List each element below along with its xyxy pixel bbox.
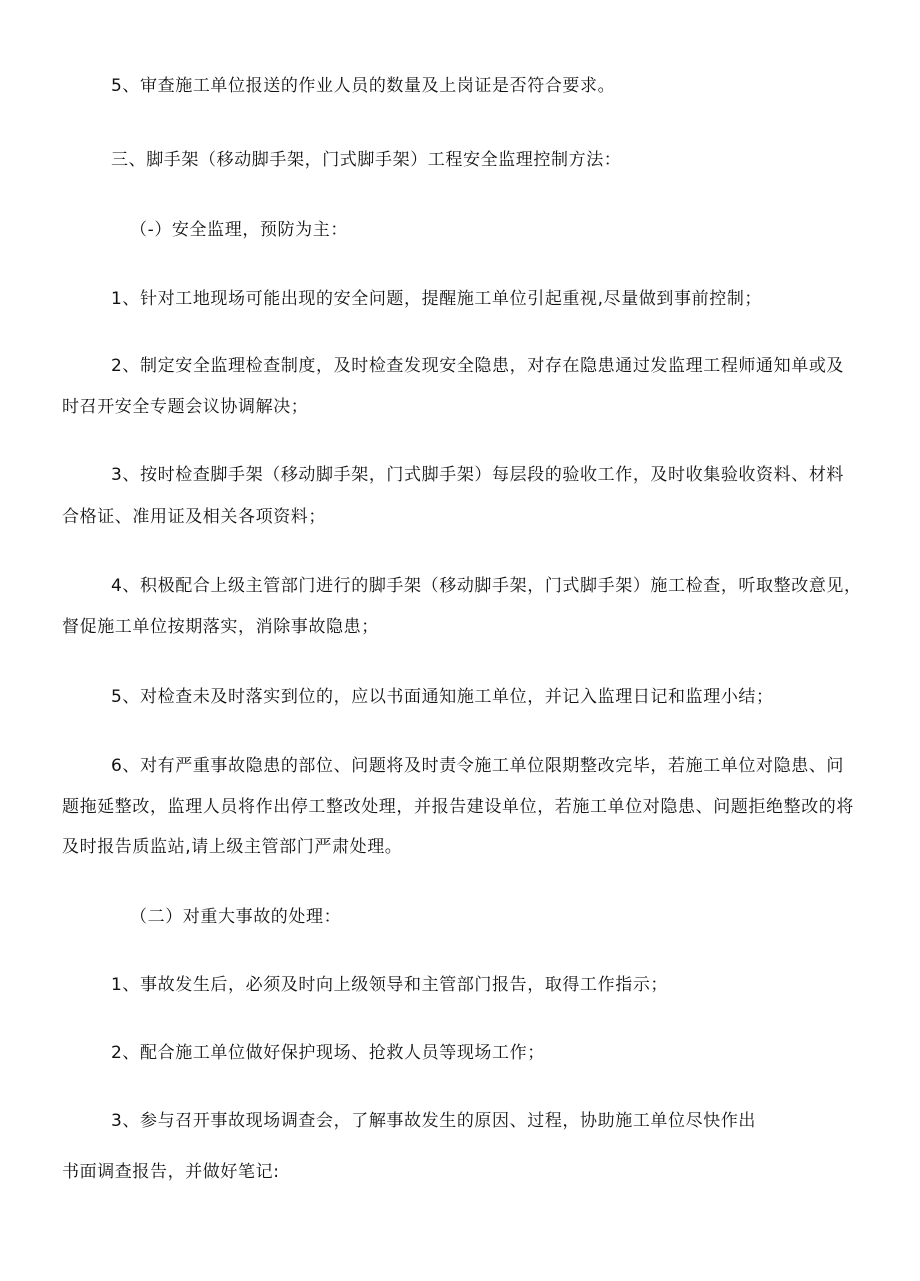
- paragraph-item-6-line-3: 及时报告质监站,请上级主管部门严肃处理。: [62, 837, 403, 857]
- paragraph-item-6-line-2: 题拖延整改，监理人员将作出停工整改处理，并报告建设单位，若施工单位对隐患、问题拒绝整改的将: [62, 797, 854, 817]
- paragraph-item-2-line-2: 时召开安全专题会议协调解决；: [62, 397, 309, 417]
- paragraph-item-1: 1、针对工地现场可能出现的安全问题，提醒施工单位引起重视,尽量做到事前控制；: [111, 289, 763, 309]
- paragraph-item-6-line-1: 6、对有严重事故隐患的部位、问题将及时责令施工单位限期整改完毕，若施工单位对隐患、问: [111, 756, 845, 776]
- paragraph-item-4-line-1: 4、积极配合上级主管部门进行的脚手架（移动脚手架，门式脚手架）施工检查，听取整改意见，: [111, 576, 862, 596]
- paragraph-b-item-2: 2、配合施工单位做好保护现场、抢救人员等现场工作；: [111, 1043, 545, 1063]
- paragraph-item-3-line-1: 3、按时检查脚手架（移动脚手架，门式脚手架）每层段的验收工作，及时收集验收资料、材料: [111, 465, 845, 485]
- paragraph-item-5: 5、对检查未及时落实到位的，应以书面通知施工单位，并记入监理日记和监理小结；: [111, 687, 774, 707]
- paragraph-b-item-3-line-1: 3、参与召开事故现场调查会，了解事故发生的原因、过程，协助施工单位尽快作出: [111, 1111, 757, 1131]
- paragraph-item-2-line-1: 2、制定安全监理检查制度，及时检查发现安全隐患，对存在隐患通过发监理工程师通知单或及: [111, 356, 845, 376]
- paragraph-item-5-requirements: 5、审查施工单位报送的作业人员的数量及上岗证是否符合要求。: [111, 76, 616, 96]
- paragraph-b-item-3-line-2: 书面调查报告，并做好笔记:: [62, 1162, 280, 1182]
- section-heading-3: 三、脚手架（移动脚手架，门式脚手架）工程安全监理控制方法：: [111, 150, 622, 170]
- paragraph-item-4-line-2: 督促施工单位按期落实，消除事故隐患；: [62, 617, 379, 637]
- paragraph-item-3-line-2: 合格证、准用证及相关各项资料；: [62, 507, 326, 527]
- subsection-heading-1: （-）安全监理，预防为主：: [130, 220, 348, 240]
- subsection-heading-2: （二）对重大事故的处理：: [130, 907, 342, 927]
- paragraph-b-item-1: 1、事故发生后，必须及时向上级领导和主管部门报告，取得工作指示；: [111, 975, 669, 995]
